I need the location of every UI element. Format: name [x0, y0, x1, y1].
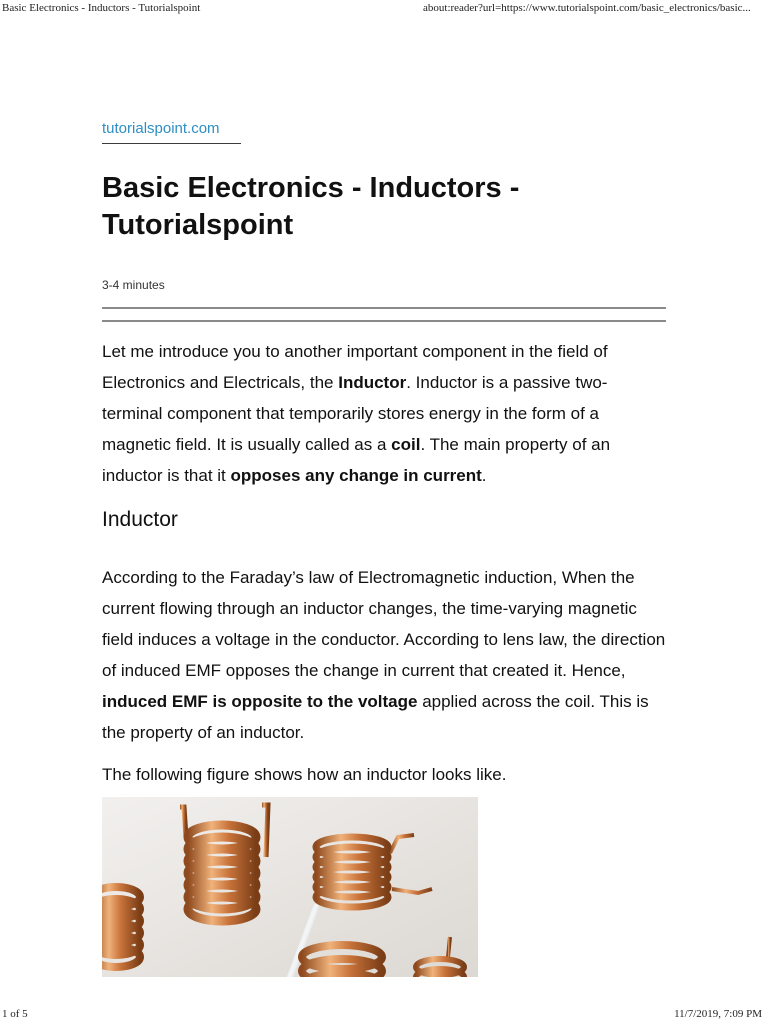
print-datetime: 11/7/2019, 7:09 PM	[674, 1008, 762, 1020]
print-header-title: Basic Electronics - Inductors - Tutorialspoint	[2, 2, 201, 14]
print-header-url: about:reader?url=https://www.tutorialspoint.com/basic_electronics/basic...	[423, 2, 751, 14]
article-title: Basic Electronics - Inductors - Tutorialspoint	[102, 172, 520, 241]
section-heading-inductor: Inductor	[102, 508, 178, 531]
intro-text-3: . The main property of an inductor is that it	[102, 435, 611, 485]
divider-top	[102, 307, 666, 309]
intro-bold-coil: coil	[391, 435, 421, 454]
intro-text-1: Let me introduce you to another important component in the field of Electronics and Electricals, the	[102, 342, 608, 392]
reading-time: 3-4 minutes	[102, 278, 165, 292]
body-text-1: According to the Faraday’s law of Electromagnetic induction, When the current flowing through an inductor changes, the time-varying magnetic field induces a voltage in the conductor. According to lens law, the direction of induced EMF opposes the change in current that created it. Hence,	[102, 568, 666, 680]
print-footer	[0, 1008, 768, 1022]
divider-bottom	[102, 320, 666, 322]
print-header	[0, 2, 768, 16]
body-bold-emf: induced EMF is opposite to the voltage	[102, 692, 418, 711]
intro-paragraph	[102, 336, 666, 491]
site-domain-link[interactable]: tutorialspoint.com	[102, 120, 241, 144]
faraday-paragraph	[102, 562, 666, 748]
intro-text-4: .	[481, 466, 487, 485]
intro-bold-opposes: opposes any change in current	[230, 466, 482, 485]
body-text-2: applied across the coil. This is the property of an inductor.	[102, 692, 649, 742]
small-coil-left-edge	[102, 887, 140, 967]
figure-intro-paragraph: The following figure shows how an inductor looks like.	[102, 765, 507, 784]
page-number: 1 of 5	[2, 1008, 28, 1020]
inductor-coils-image	[102, 797, 478, 977]
copper-coils-illustration	[102, 797, 478, 977]
intro-bold-inductor: Inductor	[338, 373, 407, 392]
intro-text-2: . Inductor is a passive two-terminal component that temporarily stores energy in the form of a magnetic field. It is usually called as a	[102, 373, 608, 454]
